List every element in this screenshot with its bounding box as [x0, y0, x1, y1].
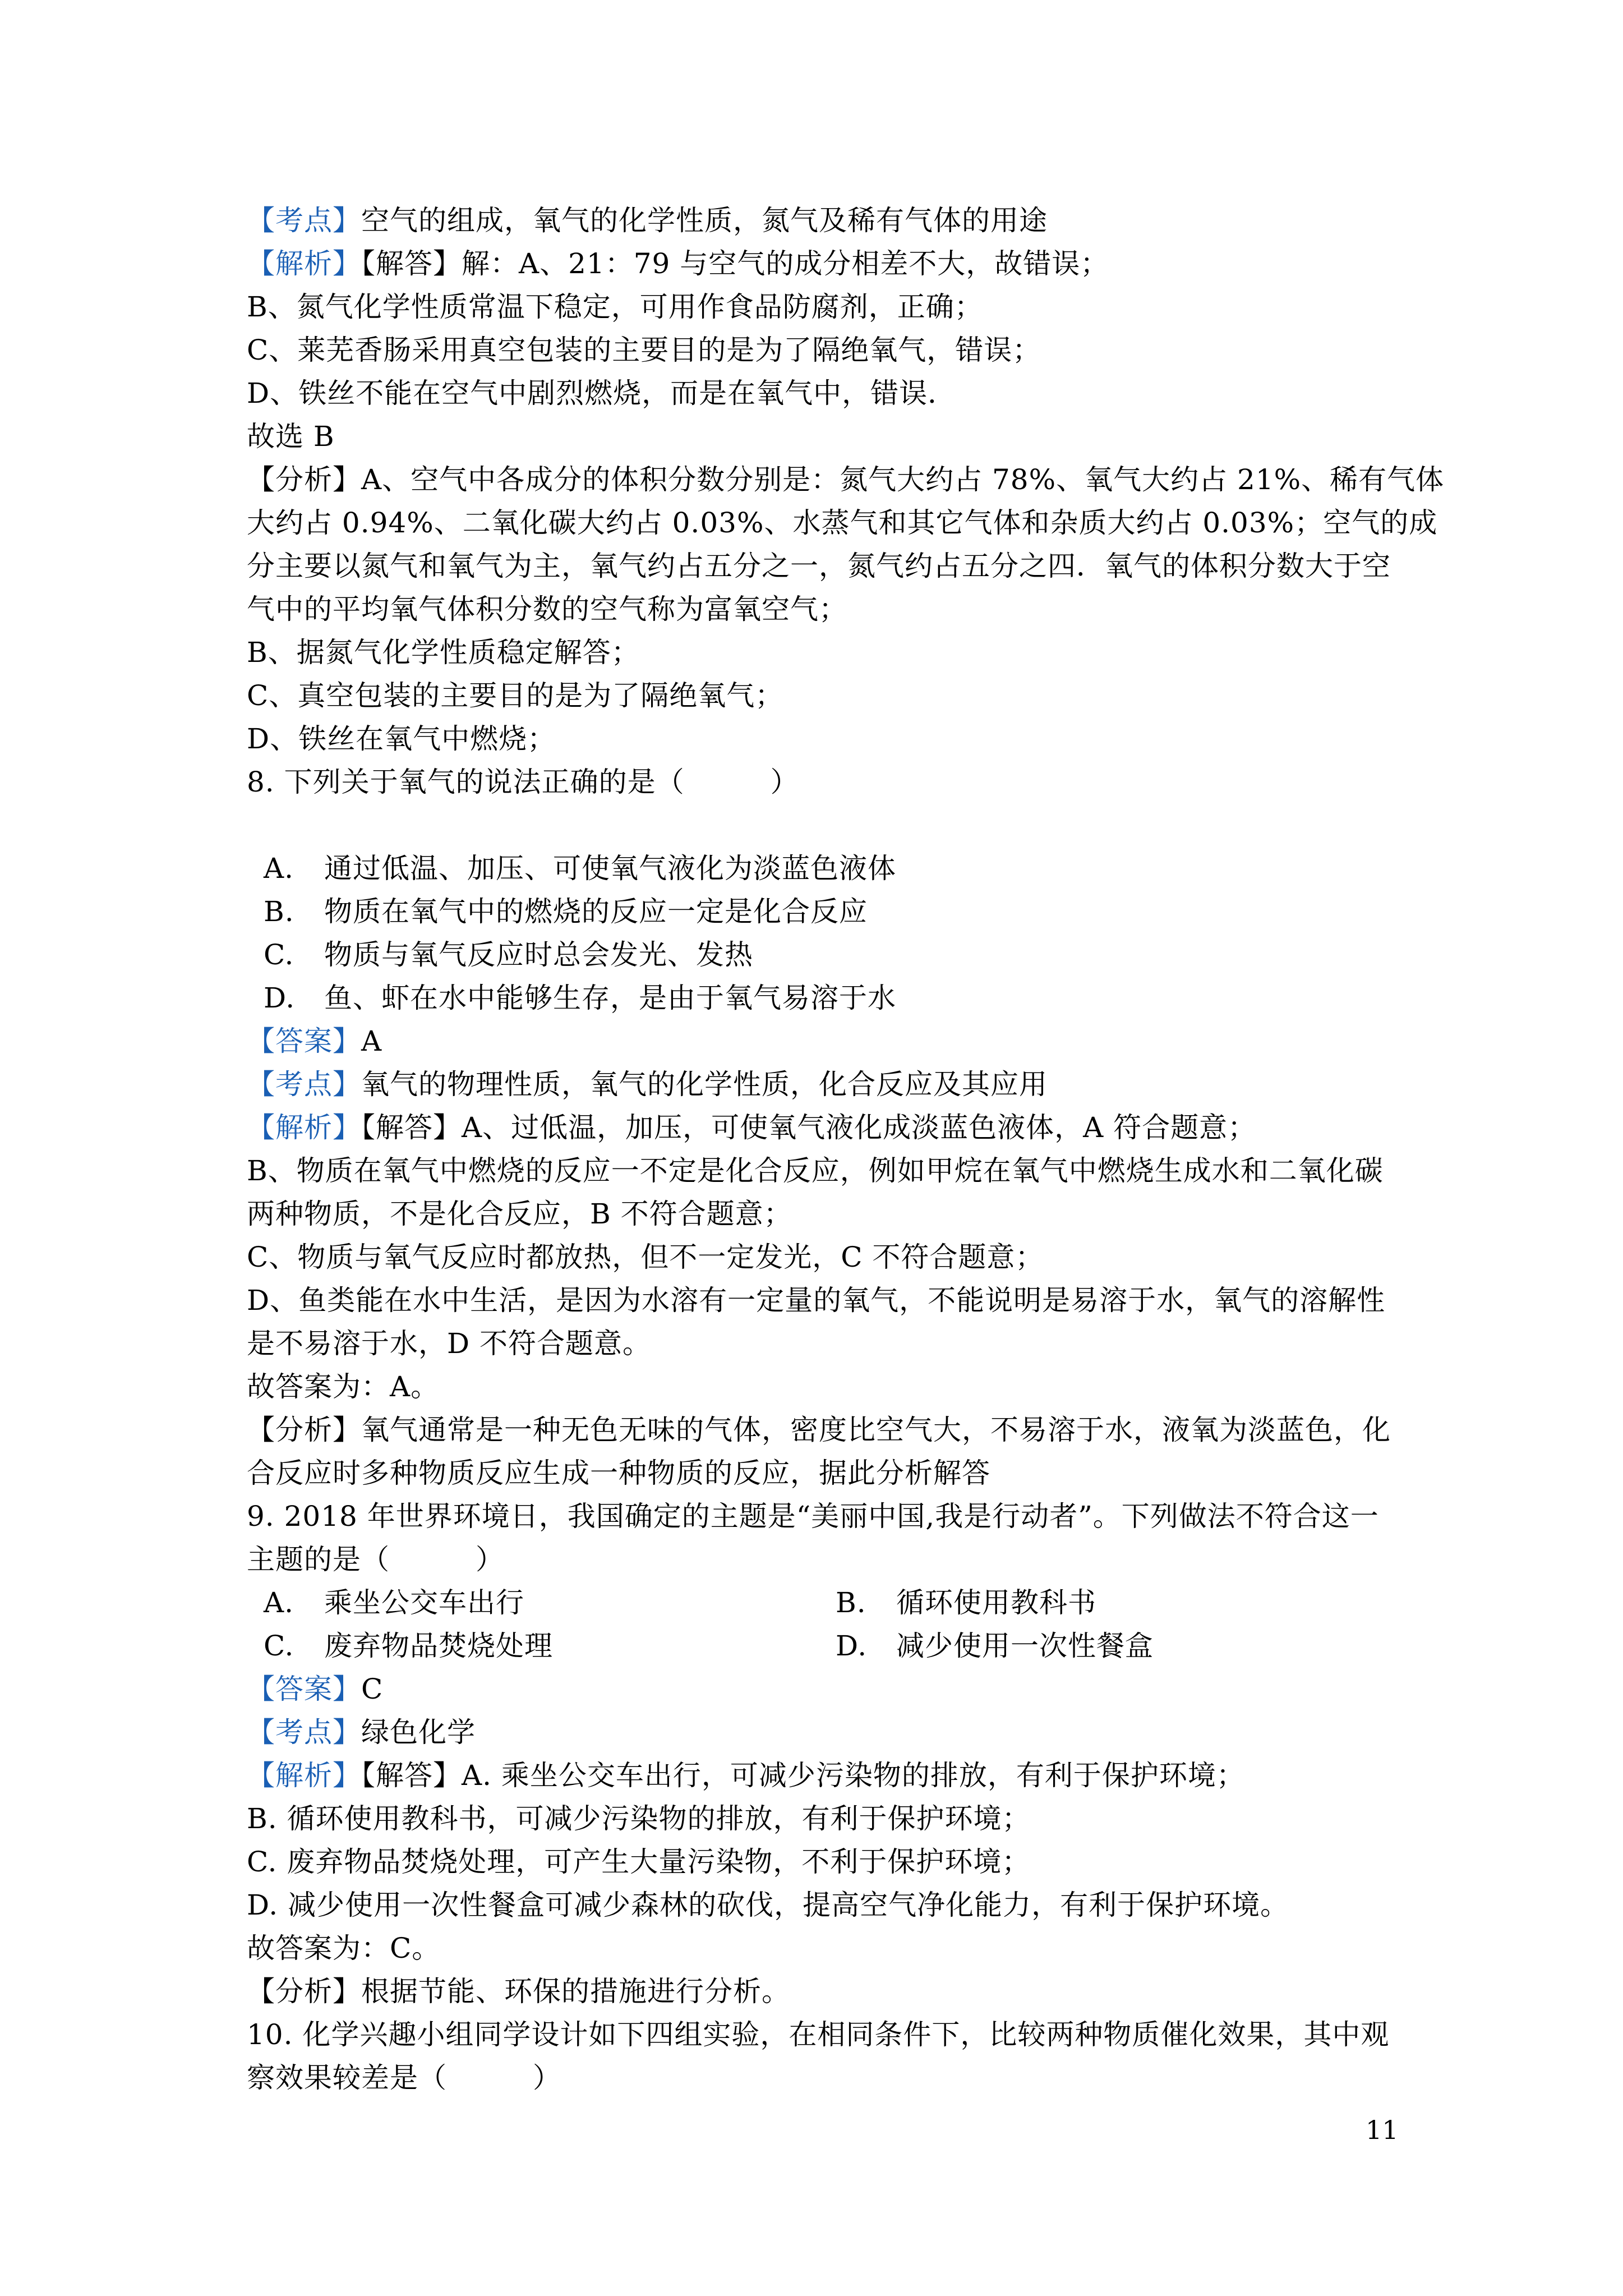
text-line: [247, 329, 1391, 372]
option-letter: B.: [264, 895, 294, 928]
line-text: 【解答】A、过低温，加压，可使氧气液化成淡蓝色液体，A 符合题意；: [361, 1111, 1257, 1144]
line-text: 故答案为：C。: [247, 1932, 441, 1964]
line-text: 故选 B: [247, 420, 335, 453]
option-text: 减少使用一次性餐盒: [896, 1630, 1154, 1662]
answer-option: [247, 847, 1391, 890]
text-line: [247, 674, 1391, 717]
line-text: B. 循环使用教科书，可减少污染物的排放，有利于保护环境；: [247, 1802, 1031, 1835]
line-text: D、铁丝不能在空气中剧烈燃烧，而是在氧气中，错误．: [247, 377, 957, 409]
text-line: [247, 372, 1391, 415]
line-text: 【分析】A、空气中各成分的体积分数分别是：氮气大约占 78%、氧气大约占 21%、稀有气体: [247, 463, 1445, 496]
line-text: A: [361, 1025, 382, 1057]
option-text: 废弃物品焚烧处理: [324, 1630, 553, 1662]
line-text: B、据氮气化学性质稳定解答；: [247, 636, 640, 669]
text-line: [247, 1495, 1391, 1538]
line-text: 【解答】解：A、21：79 与空气的成分相差不大，故错误；: [361, 247, 1109, 280]
line-text: D、鱼类能在水中生活，是因为水溶有一定量的氧气，不能说明是易溶于水，氧气的溶解性: [247, 1284, 1386, 1317]
text-line: [247, 1452, 1391, 1495]
option-letter: A.: [264, 852, 294, 885]
text-line: [247, 501, 1438, 545]
answer-option: [247, 1625, 819, 1668]
page-number: 11: [1366, 2115, 1399, 2145]
line-text: C、莱芜香肠采用真空包装的主要目的是为了隔绝氧气，错误；: [247, 334, 1041, 366]
line-text: B、氮气化学性质常温下稳定，可用作食品防腐剂，正确；: [247, 291, 983, 323]
answer-option-row: [247, 1581, 1391, 1625]
answer-option: [247, 890, 1391, 933]
line-text: C、物质与氧气反应时都放热，但不一定发光，C 不符合题意；: [247, 1241, 1044, 1273]
option-text: 乘坐公交车出行: [324, 1586, 524, 1619]
text-line: [247, 1149, 1391, 1193]
text-line: [247, 631, 1391, 674]
labeled-line: [247, 1668, 1391, 1711]
section-tag: 【解析】: [247, 247, 361, 280]
option-text: 物质与氧气反应时总会发光、发热: [324, 938, 753, 971]
line-text: 【分析】根据节能、环保的措施进行分析。: [247, 1975, 790, 2008]
answer-option: [819, 1625, 1391, 1668]
labeled-line: [247, 199, 1391, 242]
labeled-line: [247, 242, 1391, 286]
labeled-line: [247, 1754, 1391, 1797]
line-text: 10. 化学兴趣小组同学设计如下四组实验，在相同条件下，比较两种物质催化效果，其中观: [247, 2018, 1390, 2051]
line-text: 9. 2018 年世界环境日，我国确定的主题是“美丽中国,我是行动者”。下列做法不符合这一: [247, 1500, 1379, 1533]
blank-line: [247, 804, 1391, 847]
line-text: 故答案为：A。: [247, 1370, 440, 1403]
line-text: 两种物质，不是化合反应，B 不符合题意；: [247, 1198, 792, 1230]
section-tag: 【答案】: [247, 1025, 361, 1057]
text-line: [247, 1797, 1391, 1841]
text-line: [247, 2013, 1391, 2056]
labeled-line: [247, 1020, 1391, 1063]
line-text: 【分析】氧气通常是一种无色无味的气体，密度比空气大，不易溶于水，液氧为淡蓝色，化: [247, 1414, 1391, 1446]
text-line: [247, 1927, 1391, 1970]
labeled-line: [247, 1711, 1391, 1754]
line-text: C: [361, 1673, 384, 1705]
option-letter: C.: [264, 938, 294, 971]
text-line: [247, 458, 1445, 501]
line-text: 空气的组成，氧气的化学性质，氮气及稀有气体的用途: [361, 204, 1048, 237]
option-letter: B.: [836, 1586, 866, 1619]
line-text: C、真空包装的主要目的是为了隔绝氧气；: [247, 679, 784, 712]
text-line: [247, 1841, 1391, 1884]
text-line: [247, 415, 1391, 458]
option-text: 通过低温、加压、可使氧气液化为淡蓝色液体: [324, 852, 896, 885]
text-line: [247, 1322, 1391, 1365]
labeled-line: [247, 1063, 1391, 1106]
section-tag: 【考点】: [247, 204, 361, 237]
text-line: [247, 2056, 1391, 2100]
line-text: 是不易溶于水，D 不符合题意。: [247, 1327, 651, 1360]
line-text: D. 减少使用一次性餐盒可减少森林的砍伐，提高空气净化能力，有利于保护环境。: [247, 1889, 1289, 1921]
option-letter: D.: [836, 1630, 868, 1662]
line-text: B、物质在氧气中燃烧的反应一不定是化合反应，例如甲烷在氧气中燃烧生成水和二氧化碳: [247, 1154, 1384, 1187]
option-letter: A.: [264, 1586, 294, 1619]
line-text: 察效果较差是（ ）: [247, 2062, 561, 2094]
section-tag: 【考点】: [247, 1068, 361, 1101]
text-line: [247, 588, 1391, 631]
text-line: [247, 761, 1391, 804]
option-text: 鱼、虾在水中能够生存，是由于氧气易溶于水: [324, 982, 896, 1014]
line-text: 大约占 0.94%、二氧化碳大约占 0.03%、水蒸气和其它气体和杂质大约占 0.03%；空气的成: [247, 507, 1438, 539]
text-line: [247, 1365, 1391, 1409]
section-tag: 【解析】: [247, 1759, 361, 1792]
option-letter: C.: [264, 1630, 294, 1662]
line-text: 绿色化学: [361, 1716, 476, 1749]
line-text: D、铁丝在氧气中燃烧；: [247, 723, 556, 755]
line-text: 合反应时多种物质反应生成一种物质的反应，据此分析解答: [247, 1457, 990, 1489]
text-line: [247, 717, 1391, 761]
line-text: 【解答】A. 乘坐公交车出行，可减少污染物的排放，有利于保护环境；: [361, 1759, 1245, 1792]
line-text: 气中的平均氧气体积分数的空气称为富氧空气；: [247, 593, 847, 625]
answer-option-row: [247, 1625, 1391, 1668]
line-text: 分主要以氮气和氧气为主，氧气约占五分之一，氮气约占五分之四．氧气的体积分数大于空: [247, 550, 1391, 582]
answer-option: [247, 1581, 819, 1625]
line-text: 8. 下列关于氧气的说法正确的是（ ）: [247, 766, 799, 798]
answer-option: [247, 933, 1391, 977]
text-line: [247, 286, 1391, 329]
option-text: 循环使用教科书: [896, 1586, 1096, 1619]
line-text: C. 废弃物品焚烧处理，可产生大量污染物，不利于保护环境；: [247, 1846, 1031, 1878]
text-line: [247, 1279, 1391, 1322]
document-body: [247, 199, 1445, 2100]
text-line: [247, 1236, 1391, 1279]
text-line: [247, 1538, 1391, 1581]
text-line: [247, 1193, 1391, 1236]
section-tag: 【考点】: [247, 1716, 361, 1749]
line-text: 主题的是（ ）: [247, 1543, 504, 1576]
line-text: 氧气的物理性质，氧气的化学性质，化合反应及其应用: [361, 1068, 1048, 1101]
answer-option: [819, 1581, 1391, 1625]
section-tag: 【解析】: [247, 1111, 361, 1144]
answer-option: [247, 977, 1391, 1020]
option-letter: D.: [264, 982, 296, 1014]
text-line: [247, 545, 1391, 588]
text-line: [247, 1409, 1391, 1452]
labeled-line: [247, 1106, 1391, 1149]
section-tag: 【答案】: [247, 1673, 361, 1705]
text-line: [247, 1970, 1391, 2013]
text-line: [247, 1884, 1391, 1927]
option-text: 物质在氧气中的燃烧的反应一定是化合反应: [324, 895, 868, 928]
